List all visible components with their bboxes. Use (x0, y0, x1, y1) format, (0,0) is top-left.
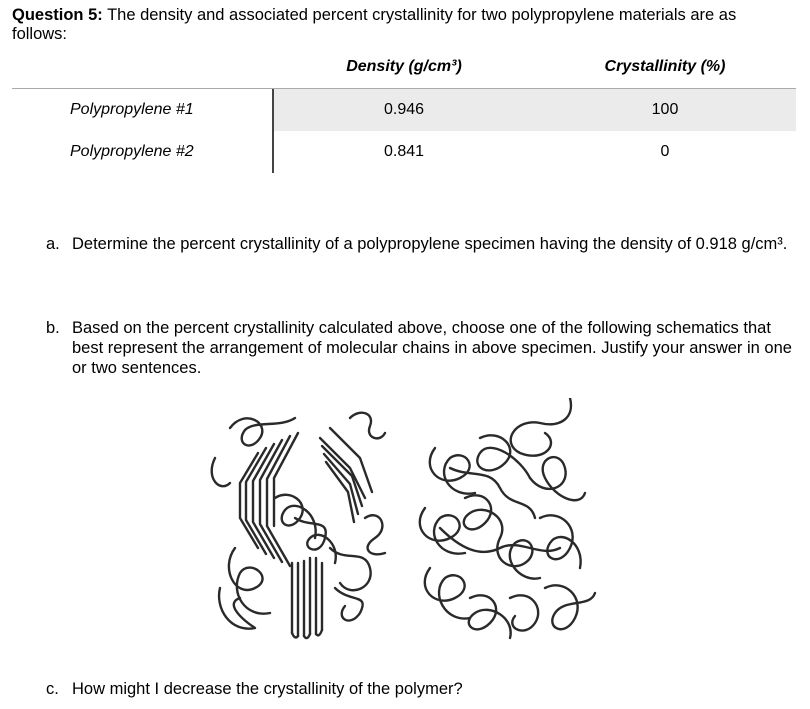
question-letter: b. (46, 319, 60, 337)
amorphous-schematic (420, 398, 595, 638)
crystallinity-value: 100 (651, 101, 679, 118)
data-table (12, 48, 796, 173)
semicrystalline-schematic (212, 413, 385, 638)
crystallinity-value: 0 (660, 143, 670, 160)
row-name: Polypropylene #2 (70, 143, 194, 160)
column-header-density: Density (g/cm³) (346, 58, 462, 75)
question-intro: The density and associated percent crystallinity for two polypropylene materials are as follows: (12, 6, 737, 43)
table-row (12, 89, 796, 131)
row-values (274, 131, 796, 173)
question-text: Based on the percent crystallinity calculated above, choose one of the following schematics that best represent the arrangement of molecular chains in above specimen. Justify your answer in one or two sentences. (72, 319, 792, 377)
row-values (274, 89, 796, 131)
question-letter: a. (46, 235, 60, 253)
table-header-row (12, 48, 796, 88)
column-separator (272, 89, 274, 173)
question-letter: c. (46, 680, 59, 698)
row-name: Polypropylene #1 (70, 101, 194, 118)
table-row (12, 131, 796, 173)
density-value: 0.946 (383, 101, 425, 118)
column-header-crystallinity: Crystallinity (%) (604, 58, 726, 75)
question-header (12, 6, 792, 44)
chain-schematics-figure (200, 398, 620, 648)
question-text: Determine the percent crystallinity of a polypropylene specimen having the density of 0.918 g/cm³. (72, 235, 788, 253)
question-number: Question 5: (12, 6, 103, 24)
density-value: 0.841 (383, 143, 425, 160)
question-text: How might I decrease the crystallinity of the polymer? (72, 680, 463, 698)
